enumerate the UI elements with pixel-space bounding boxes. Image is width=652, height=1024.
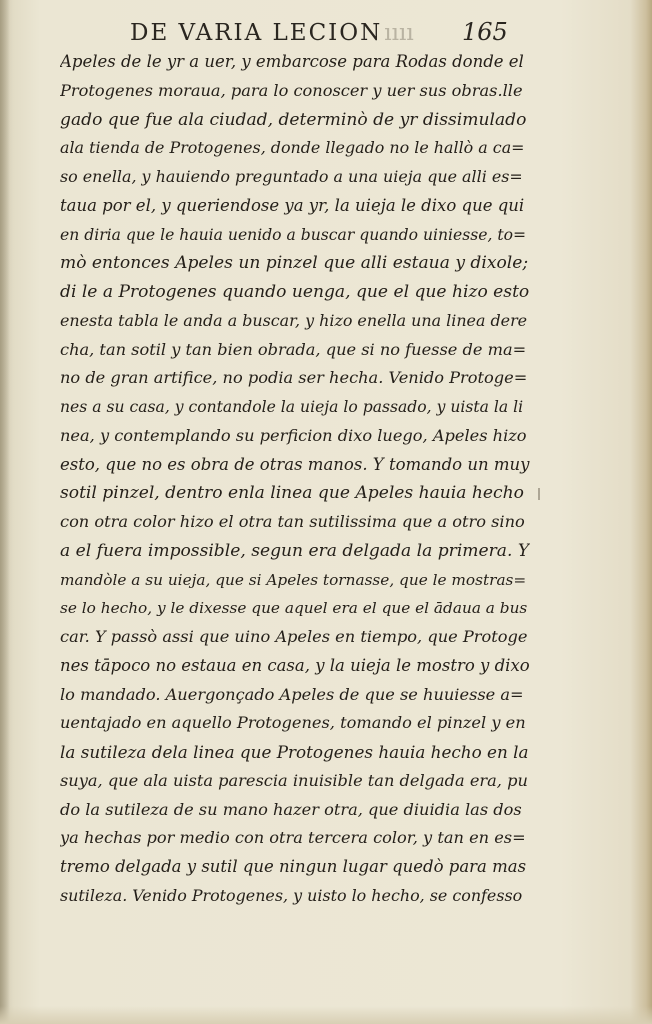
text-line: sotil pinzel, dentro enla linea que Apeles hauia hecho [60,483,524,504]
text-line: uentajado en aquello Protogenes, tomando el pinzel y en [60,713,526,733]
text-line: en diria que le hauia uenido a buscar quando uiniesse, to= [60,225,527,244]
gutter-shadow [0,0,10,1024]
text-line: nes tāpoco no estaua en casa, y la uieja le mostro y dixo [60,655,530,675]
text-line: esto, que no es obra de otras manos. Y tomando un muy [60,454,530,474]
text-line: ala tienda de Protogenes, donde llegado no le hallò a ca= [60,138,525,158]
ink-mark [538,488,540,500]
body-text [60,48,530,911]
text-line: di le a Protogenes quando uenga, que el que hizo esto [60,282,530,302]
show-through-text: ıııı [384,20,414,46]
text-line: la sutileza dela linea que Protogenes hauia hecho en la [60,742,529,762]
text-line: nea, y contemplando su perficion dixo luego, Apeles hizo [60,425,527,445]
text-line: car. Y passò assi que uino Apeles en tiempo, que Protoge [60,627,528,646]
text-line: Apeles de le yr a uer, y embarcose para Rodas donde el [60,52,524,71]
text-line: cha, tan sotil y tan bien obrada, que si no fuesse de ma= [60,339,527,359]
text-line: nes a su casa, y contandole la uieja lo passado, y uista la li [60,398,524,416]
text-line: sutileza. Venido Protogenes, y uisto lo hecho, se confesso [60,885,523,905]
text-line: con otra color hizo el otra tan sutilissima que a otro sino [60,512,525,531]
text-line: gado que fue ala ciudad, determinò de yr dissimulado [60,109,527,130]
text-line: mò entonces Apeles un pinzel que alli estaua y dixole; [60,253,529,274]
text-line: suya, que ala uista parescia inuisible tan delgada era, pu [60,770,528,790]
text-line: do la sutileza de su mano hazer otra, que diuidia las dos [60,799,522,819]
text-line: enesta tabla le anda a buscar, y hizo enella una linea dere [60,310,528,330]
text-line: so enella, y hauiendo preguntado a una uieja que alli es= [60,167,523,186]
text-line: se lo hecho, y le dixesse que aquel era el que el ādaua a bus [60,599,528,618]
text-line: no de gran artifice, no podia ser hecha. Venido Protoge= [60,368,528,388]
running-head [130,20,414,46]
page-number: 165 [462,18,508,46]
running-title: DE VARIA LECION [130,20,383,46]
text-line: tremo delgada y sutil que ningun lugar quedò para mas [60,857,527,876]
page-bottom-edge [0,1006,652,1024]
text-line: mandòle a su uieja, que si Apeles tornasse, que le mostras= [60,570,527,589]
text-line: ya hechas por medio con otra tercera color, y tan en es= [60,828,526,848]
text-line: Protogenes moraua, para lo conoscer y uer sus obras.lle [60,80,523,100]
text-line: taua por el, y queriendose ya yr, la uieja le dixo que qui [60,195,525,215]
text-line: lo mandado. Auergonçado Apeles de que se huuiesse a= [60,684,524,704]
text-line: a el fuera impossible, segun era delgada la primera. Y [60,540,530,561]
